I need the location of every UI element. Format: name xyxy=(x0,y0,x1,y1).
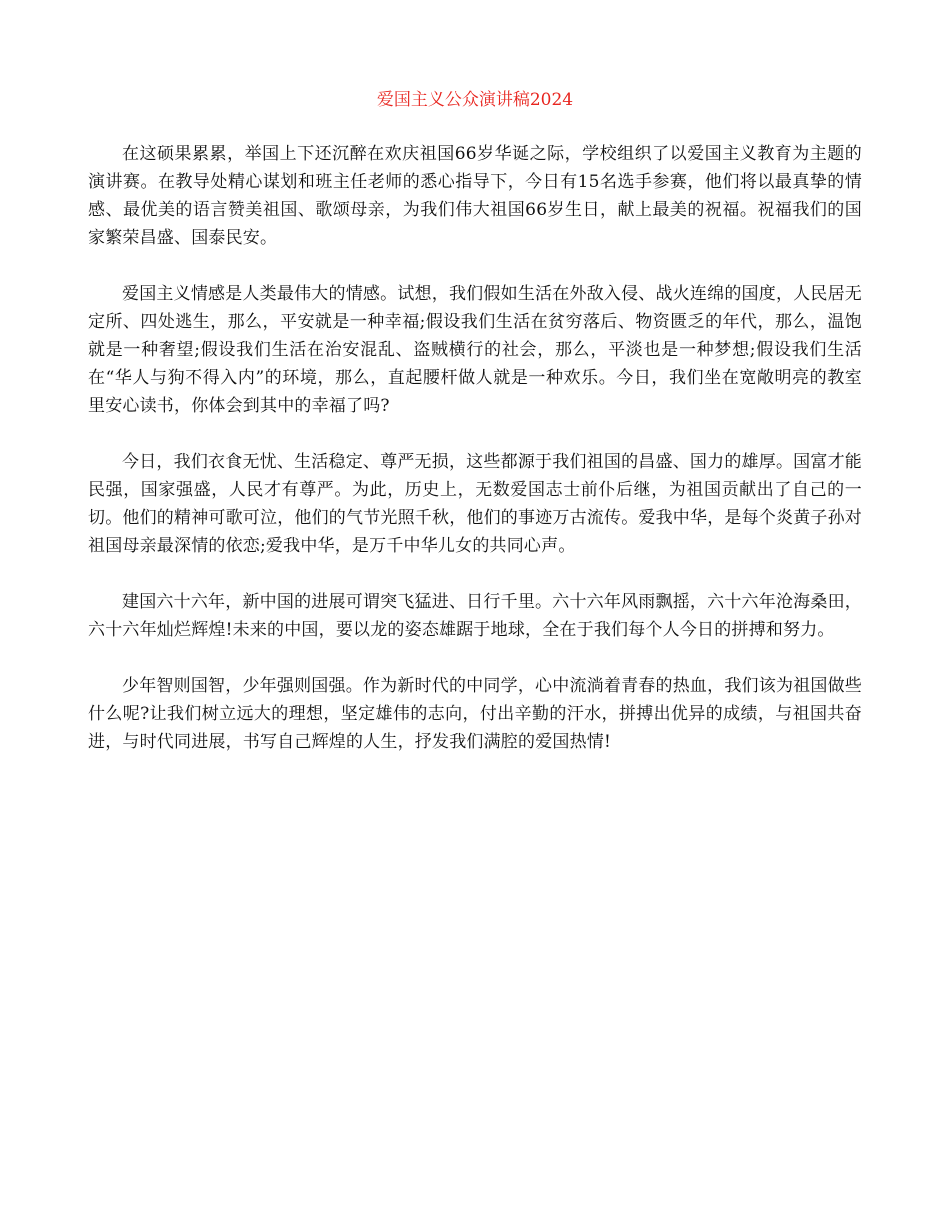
paragraph-3: 今日，我们衣食无忧、生活稳定、尊严无损，这些都源于我们祖国的昌盛、国力的雄厚。国富才能民强，国家强盛，人民才有尊严。为此，历史上，无数爱国志士前仆后继，为祖国贡献出了自己的一切。他们的精神可歌可泣，他们的气节光照千秋，他们的事迹万古流传。爱我中华，是每个炎黄子孙对祖国母亲最深情的依恋;爱我中华，是万千中华儿女的共同心声。 xyxy=(88,452,862,556)
paragraph-4: 建国六十六年，新中国的进展可谓突飞猛进、日行千里。六十六年风雨飘摇，六十六年沧海桑田，六十六年灿烂辉煌!未来的中国，要以龙的姿态雄踞于地球，全在于我们每个人今日的拼搏和努力。 xyxy=(88,592,862,640)
paragraph-5: 少年智则国智，少年强则国强。作为新时代的中同学，心中流淌着青春的热血，我们该为祖国做些什么呢?让我们树立远大的理想，坚定雄伟的志向，付出辛勤的汗水，拼搏出优异的成绩，与祖国共奋进，与时代同进展，书写自己辉煌的人生，抒发我们满腔的爱国热情! xyxy=(88,676,862,752)
paragraph-1: 在这硕果累累，举国上下还沉醉在欢庆祖国66岁华诞之际，学校组织了以爱国主义教育为主题的演讲赛。在教导处精心谋划和班主任老师的悉心指导下，今日有15名选手参赛，他们将以最真挚的情感、最优美的语言赞美祖国、歌颂母亲，为我们伟大祖国66岁生日，献上最美的祝福。祝福我们的国家繁荣昌盛、国泰民安。 xyxy=(88,144,862,248)
document-title: 爱国主义公众演讲稿2024 xyxy=(376,90,574,110)
paragraph-2: 爱国主义情感是人类最伟大的情感。试想，我们假如生活在外敌入侵、战火连绵的国度，人民居无定所、四处逃生，那么，平安就是一种幸福;假设我们生活在贫穷落后、物资匮乏的年代，那么，温饱就是一种奢望;假设我们生活在治安混乱、盗贼横行的社会，那么，平淡也是一种梦想;假设我们生活在“华人与狗不得入内”的环境，那么，直起腰杆做人就是一种欢乐。今日，我们坐在宽敞明亮的教室里安心读书，你体会到其中的幸福了吗? xyxy=(88,284,862,416)
